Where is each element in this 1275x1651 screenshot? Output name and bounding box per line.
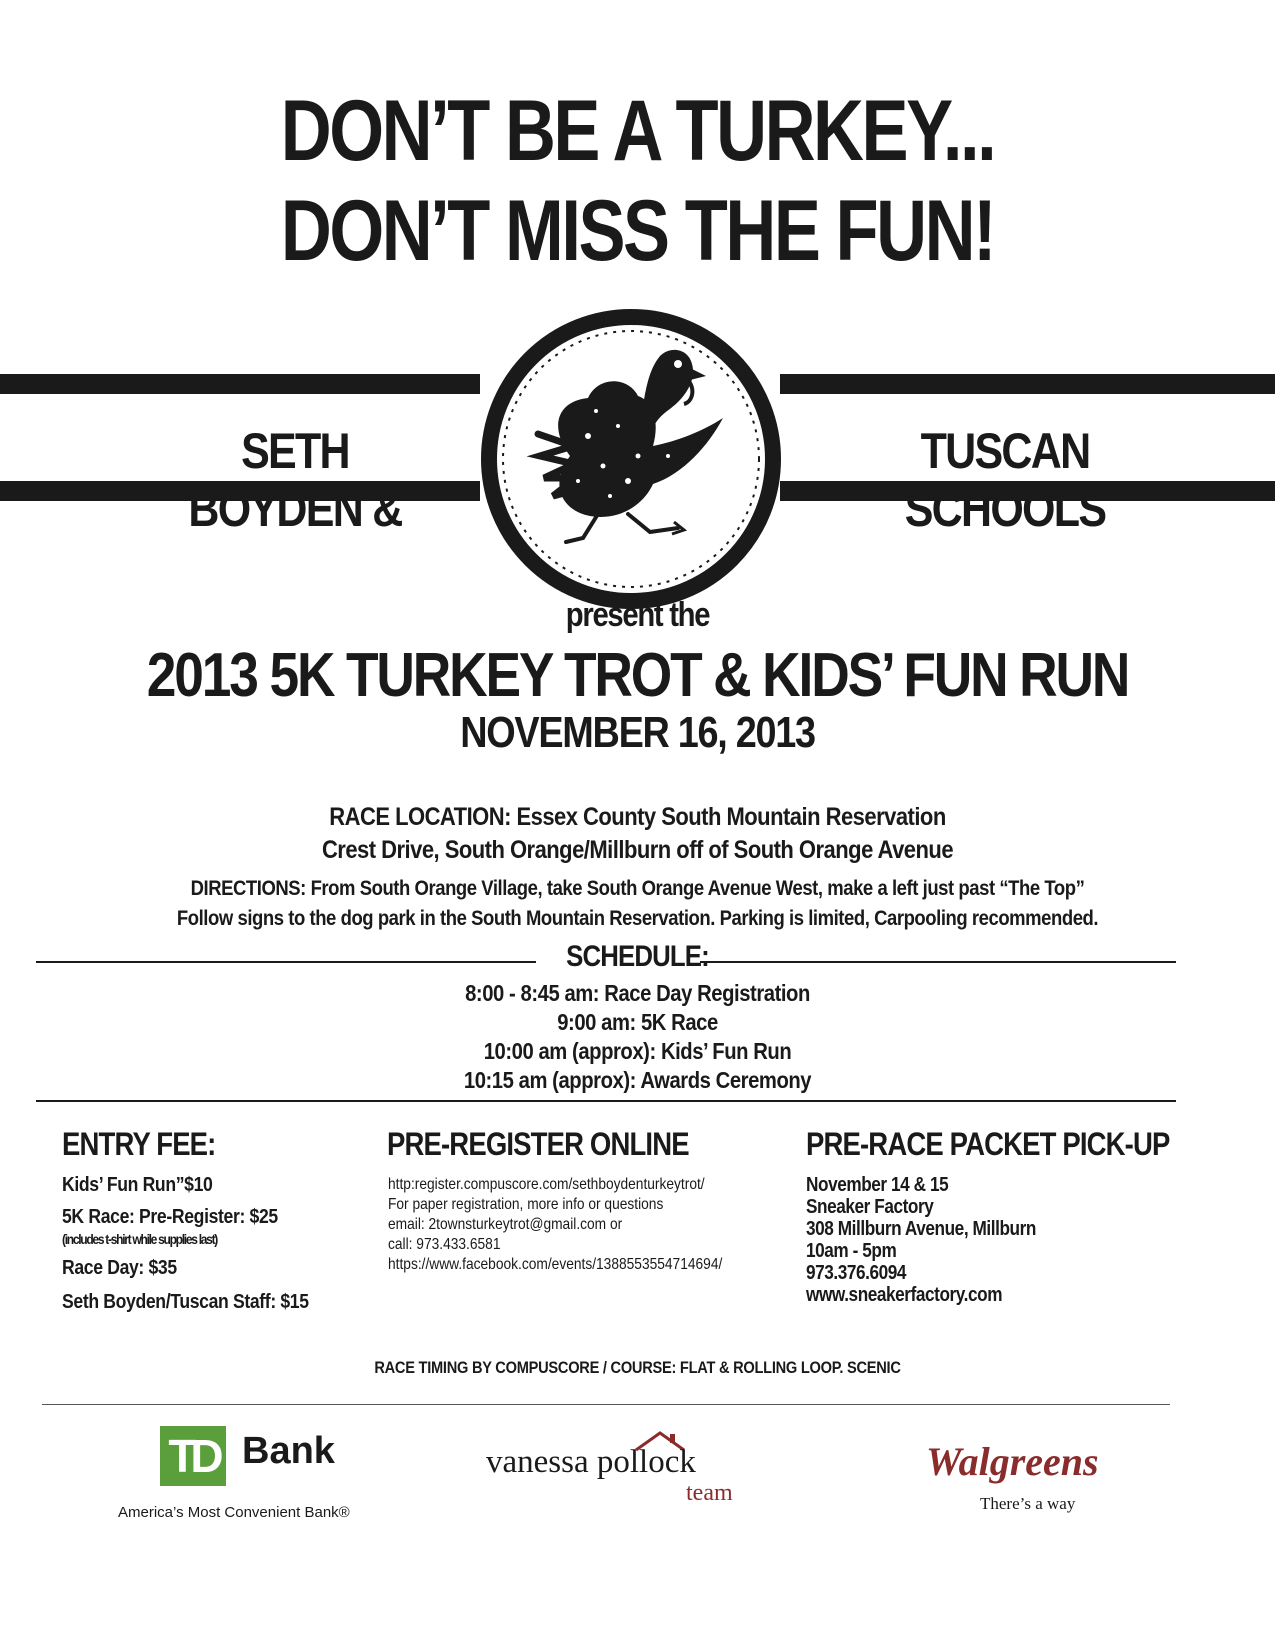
fee-kids: Kids’ Fun Run”$10 [62,1174,213,1196]
headline-line-2: DON’T MISS THE FUN! [280,183,995,279]
headline-line-1: DON’T BE A TURKEY... [280,83,995,179]
fee-prereg-note: (includes t-shirt while supplies last) [62,1231,218,1247]
schedule-item: 10:00 am (approx): Kids’ Fun Run [483,1038,792,1064]
td-bank-logo [118,1424,418,1524]
td-tagline: America’s Most Convenient Bank® [118,1504,350,1521]
pickup-dates: November 14 & 15 [806,1174,949,1196]
pickup-phone: 973.376.6094 [806,1262,907,1284]
vp-team: team [686,1480,733,1506]
walgreens-name: Walgreens [926,1439,1099,1484]
entry-fee-heading: ENTRY FEE: [62,1126,216,1162]
banner-stripe-top-left [0,374,480,394]
fee-staff: Seth Boyden/Tuscan Staff: $15 [62,1291,309,1313]
directions-line-1: DIRECTIONS: From South Orange Village, take South Orange Avenue West, make a left just past “The Top” [190,877,1085,900]
schedule-item: 10:15 am (approx): Awards Ceremony [463,1067,812,1093]
pickup-heading: PRE-RACE PACKET PICK-UP [806,1126,1170,1162]
school-right: TUSCAN SCHOOLS [904,423,1106,537]
event-title: 2013 5K TURKEY TROT & KIDS’ FUN RUN [146,641,1129,710]
schedule-item: 9:00 am: 5K Race [557,1009,718,1035]
preregister-line: For paper registration, more info or questions [388,1196,664,1213]
fee-prereg: 5K Race: Pre-Register: $25 [62,1206,278,1228]
schedule-list [77,979,1199,1095]
vanessa-pollock-logo [486,1430,756,1510]
pickup-hours: 10am - 5pm [806,1240,897,1262]
td-bank-name: Bank [242,1430,335,1472]
fee-race-day: Race Day: $35 [62,1257,177,1279]
vp-name-part1: vanessa pol [486,1444,640,1480]
race-location: RACE LOCATION: Essex County South Mountain Reservation [329,803,946,831]
event-date: NOVEMBER 16, 2013 [460,708,815,757]
preregister-link[interactable]: http:register.compuscore.com/sethboydenturkeytrot/ [388,1176,705,1193]
race-location-street: Crest Drive, South Orange/Millburn off of South Orange Avenue [321,836,954,864]
turkey-emblem-icon [478,306,784,612]
schedule-heading: SCHEDULE: [566,940,709,973]
preregister-heading: PRE-REGISTER ONLINE [387,1126,689,1162]
pickup-store: Sneaker Factory [806,1196,934,1218]
walgreens-logo [926,1438,1166,1528]
section-rule [36,1100,1176,1102]
walgreens-tagline: There’s a way [980,1494,1076,1513]
present-the: present the [565,596,710,634]
vp-name-part2: lock [639,1444,696,1480]
timing-note: RACE TIMING BY COMPUSCORE / COURSE: FLAT & ROLLING LOOP. SCENIC [374,1358,901,1377]
pickup-address: 308 Millburn Avenue, Millburn [806,1218,1036,1240]
td-logo-box: TD [160,1426,226,1486]
pickup-website[interactable]: www.sneakerfactory.com [806,1284,1003,1306]
schedule-item: 8:00 - 8:45 am: Race Day Registration [465,980,810,1006]
preregister-phone: call: 973.433.6581 [388,1236,501,1253]
school-left: SETH BOYDEN & [188,423,402,537]
directions-line-2: Follow signs to the dog park in the South Mountain Reservation. Parking is limited, Carpooling recommended. [176,907,1099,930]
sponsor-rule [42,1404,1170,1405]
preregister-email[interactable]: email: 2townsturkeytrot@gmail.com or [388,1216,623,1233]
banner-stripe-top-right [780,374,1275,394]
pickup-info [806,1174,1036,1306]
preregister-facebook-link[interactable]: https://www.facebook.com/events/1388553554714694/ [388,1256,723,1273]
preregister-info [388,1175,722,1275]
